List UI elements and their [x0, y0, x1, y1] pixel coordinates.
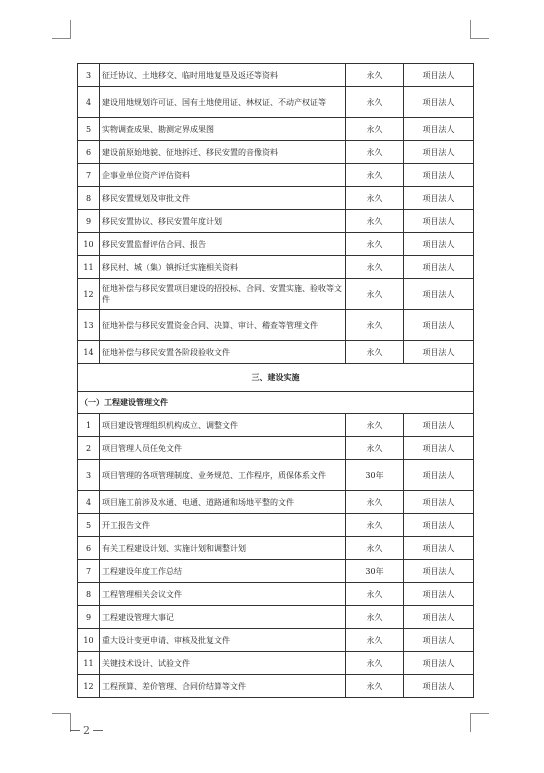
custodian-unit: 项目法人 [404, 675, 474, 698]
table-row [78, 537, 474, 560]
page-number: 2 [83, 724, 90, 737]
row-number: 6 [78, 141, 100, 164]
table-row [78, 141, 474, 164]
row-number: 3 [78, 64, 100, 87]
retention-period: 永久 [346, 437, 404, 460]
row-number: 8 [78, 187, 100, 210]
custodian-unit: 项目法人 [404, 341, 474, 364]
retention-period: 永久 [346, 141, 404, 164]
row-content: 项目施工前涉及水通、电通、道路通和场地平整的文件 [100, 491, 346, 514]
row-number: 4 [78, 87, 100, 118]
row-content: 工程管理相关会议文件 [100, 583, 346, 606]
custodian-unit: 项目法人 [404, 606, 474, 629]
row-content: 移民安置协议、移民安置年度计划 [100, 210, 346, 233]
archive-retention-table [77, 63, 474, 698]
table-row [78, 118, 474, 141]
row-number: 4 [78, 491, 100, 514]
table-row [78, 187, 474, 210]
subsection-row [78, 392, 474, 414]
row-content: 建设前原始地貌、征地拆迁、移民安置的音像资料 [100, 141, 346, 164]
row-number: 12 [78, 279, 100, 310]
retention-period: 永久 [346, 606, 404, 629]
retention-period: 永久 [346, 583, 404, 606]
row-number: 9 [78, 606, 100, 629]
custodian-unit: 项目法人 [404, 514, 474, 537]
crop-mark-top-left [52, 20, 71, 39]
retention-period: 永久 [346, 675, 404, 698]
retention-period: 永久 [346, 210, 404, 233]
section-header-group [78, 364, 474, 414]
custodian-unit: 项目法人 [404, 460, 474, 491]
retention-period: 永久 [346, 414, 404, 437]
retention-period: 永久 [346, 537, 404, 560]
row-content: 移民村、城（集）镇拆迁实施相关资料 [100, 256, 346, 279]
table-row [78, 414, 474, 437]
page-footer [70, 724, 130, 737]
custodian-unit: 项目法人 [404, 118, 474, 141]
custodian-unit: 项目法人 [404, 629, 474, 652]
custodian-unit: 项目法人 [404, 560, 474, 583]
row-number: 5 [78, 118, 100, 141]
retention-period: 永久 [346, 164, 404, 187]
table-row [78, 675, 474, 698]
custodian-unit: 项目法人 [404, 187, 474, 210]
table-row [78, 583, 474, 606]
row-content: 有关工程建设计划、实施计划和调整计划 [100, 537, 346, 560]
row-content: 企事业单位资产评估资料 [100, 164, 346, 187]
custodian-unit: 项目法人 [404, 414, 474, 437]
row-content: 征地补偿与移民安置项目建设的招投标、合同、安置实施、验收等文件 [100, 279, 346, 310]
custodian-unit: 项目法人 [404, 583, 474, 606]
table-row [78, 233, 474, 256]
retention-period: 永久 [346, 64, 404, 87]
row-number: 7 [78, 164, 100, 187]
row-content: 征地补偿与移民安置各阶段验收文件 [100, 341, 346, 364]
row-number: 11 [78, 652, 100, 675]
table-row [78, 437, 474, 460]
retention-period: 永久 [346, 256, 404, 279]
custodian-unit: 项目法人 [404, 437, 474, 460]
row-content: 移民安置监督评估合同、报告 [100, 233, 346, 256]
crop-mark-top-right [470, 20, 489, 39]
custodian-unit: 项目法人 [404, 537, 474, 560]
retention-period: 永久 [346, 279, 404, 310]
custodian-unit: 项目法人 [404, 233, 474, 256]
retention-period: 永久 [346, 514, 404, 537]
row-content: 重大设计变更申请、审核及批复文件 [100, 629, 346, 652]
row-content: 项目管理人员任免文件 [100, 437, 346, 460]
row-number: 11 [78, 256, 100, 279]
table-row [78, 460, 474, 491]
row-number: 6 [78, 537, 100, 560]
row-number: 1 [78, 414, 100, 437]
retention-period: 永久 [346, 652, 404, 675]
table-row [78, 164, 474, 187]
retention-period: 永久 [346, 491, 404, 514]
table-row [78, 87, 474, 118]
row-number: 10 [78, 629, 100, 652]
table-row [78, 652, 474, 675]
row-content: 实物调查成果、勘测定界成果图 [100, 118, 346, 141]
retention-period: 永久 [346, 187, 404, 210]
row-number: 9 [78, 210, 100, 233]
row-number: 3 [78, 460, 100, 491]
retention-period: 永久 [346, 118, 404, 141]
retention-period: 30年 [346, 460, 404, 491]
crop-mark-bottom-right [470, 713, 489, 732]
custodian-unit: 项目法人 [404, 310, 474, 341]
table-row [78, 629, 474, 652]
table-row [78, 491, 474, 514]
custodian-unit: 项目法人 [404, 256, 474, 279]
row-number: 12 [78, 675, 100, 698]
custodian-unit: 项目法人 [404, 210, 474, 233]
custodian-unit: 项目法人 [404, 87, 474, 118]
row-content: 工程建设年度工作总结 [100, 560, 346, 583]
custodian-unit: 项目法人 [404, 64, 474, 87]
row-content: 工程预算、差价管理、合同价结算等文件 [100, 675, 346, 698]
retention-period: 永久 [346, 629, 404, 652]
table-row [78, 560, 474, 583]
row-content: 建设用地规划许可证、国有土地使用证、林权证、不动产权证等 [100, 87, 346, 118]
table-row [78, 210, 474, 233]
table-body-part-a [78, 64, 474, 364]
table-row [78, 256, 474, 279]
row-content: 开工报告文件 [100, 514, 346, 537]
row-content: 项目管理的各项管理制度、业务规范、工作程序，质保体系文件 [100, 460, 346, 491]
row-content: 移民安置规划及审批文件 [100, 187, 346, 210]
footer-dash-left [70, 730, 80, 731]
section-title: 三、建设实施 [78, 364, 474, 392]
row-number: 7 [78, 560, 100, 583]
table-row [78, 279, 474, 310]
row-number: 2 [78, 437, 100, 460]
custodian-unit: 项目法人 [404, 652, 474, 675]
row-content: 征地补偿与移民安置资金合同、决算、审计、稽查等管理文件 [100, 310, 346, 341]
row-content: 工程建设管理大事记 [100, 606, 346, 629]
retention-period: 永久 [346, 87, 404, 118]
row-content: 关键技术设计、试验文件 [100, 652, 346, 675]
row-number: 14 [78, 341, 100, 364]
custodian-unit: 项目法人 [404, 279, 474, 310]
retention-period: 永久 [346, 310, 404, 341]
table-row [78, 341, 474, 364]
row-number: 10 [78, 233, 100, 256]
table-row [78, 64, 474, 87]
table-body-part-b [78, 414, 474, 698]
retention-period: 永久 [346, 341, 404, 364]
subsection-title: （一）工程建设管理文件 [78, 392, 474, 414]
retention-period: 永久 [346, 233, 404, 256]
custodian-unit: 项目法人 [404, 491, 474, 514]
custodian-unit: 项目法人 [404, 164, 474, 187]
section-row [78, 364, 474, 392]
row-number: 5 [78, 514, 100, 537]
row-content: 征迁协议、土地移交、临时用地复垦及返还等资料 [100, 64, 346, 87]
custodian-unit: 项目法人 [404, 141, 474, 164]
row-number: 13 [78, 310, 100, 341]
row-content: 项目建设管理组织机构成立、调整文件 [100, 414, 346, 437]
table-row [78, 514, 474, 537]
row-number: 8 [78, 583, 100, 606]
table-row [78, 310, 474, 341]
retention-period: 30年 [346, 560, 404, 583]
table-row [78, 606, 474, 629]
footer-dash-right [93, 730, 103, 731]
crop-mark-bottom-left [52, 713, 71, 732]
